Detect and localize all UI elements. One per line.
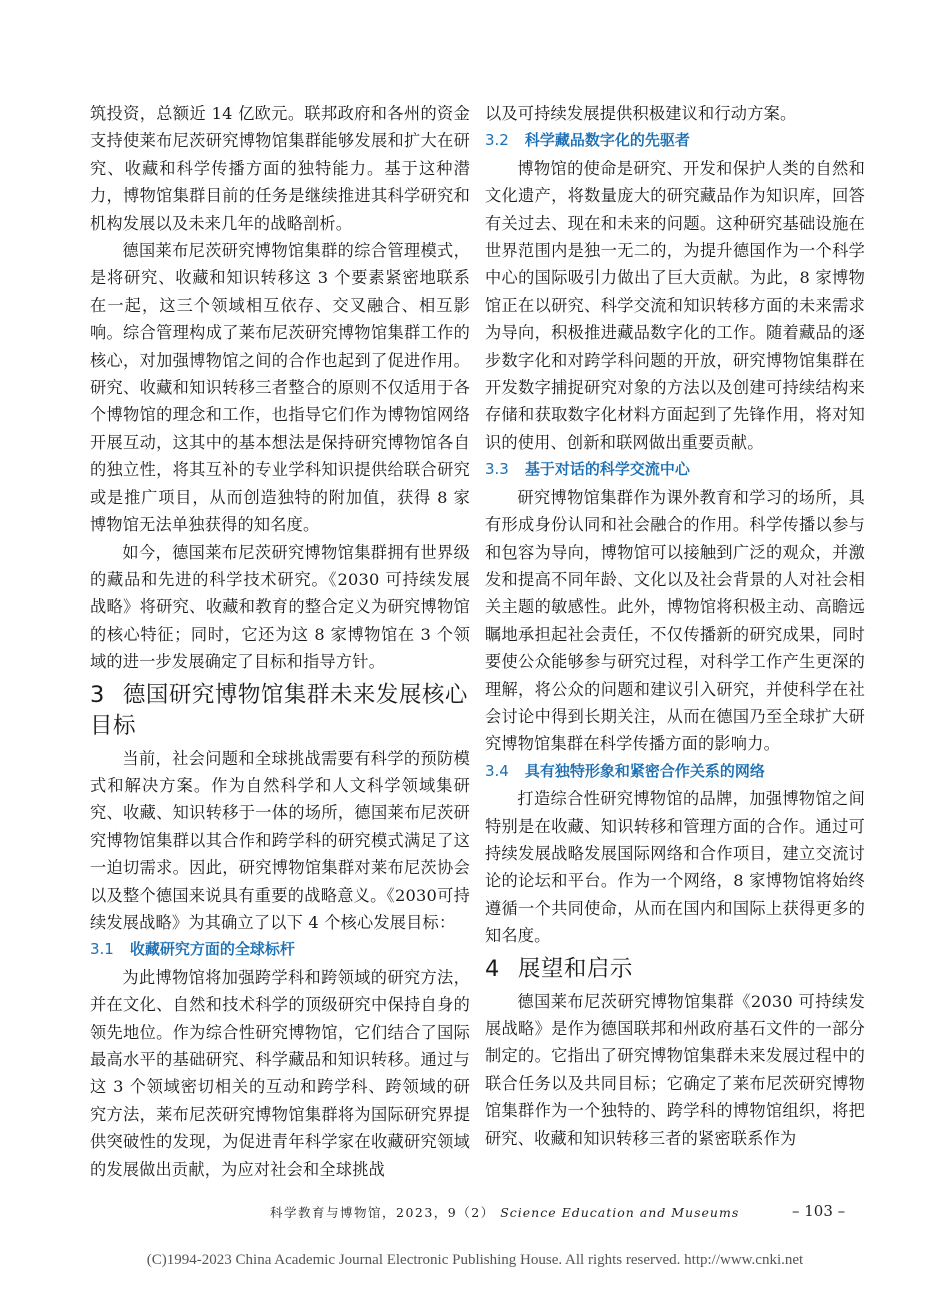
- section-title: 展望和启示: [517, 955, 633, 982]
- body-paragraph: 德国莱布尼茨研究博物馆集群《2030 可持续发展战略》是作为德国联邦和州政府基石文件的一部分制定的。它指出了研究博物馆集群未来发展过程中的联合任务以及共同目标；它确定了莱布尼茨研究博物馆集群作为一个独特的、跨学科的博物馆组织，将把研究、收藏和知识转移三者的紧密联系作为: [485, 991, 865, 1148]
- section-title: 德国研究博物馆集群未来发展核心目标: [90, 681, 468, 739]
- subsection-title: 基于对话的科学交流中心: [524, 460, 690, 479]
- journal-name-en: Science Education and Museums: [500, 1205, 740, 1220]
- subsection-heading-3-3: [485, 456, 865, 483]
- running-footer: [270, 1203, 739, 1221]
- left-column: [90, 100, 470, 1183]
- subsection-title: 具有独特形象和紧密合作关系的网络: [524, 761, 765, 780]
- body-paragraph: 当前，社会问题和全球挑战需要有科学的预防模式和解决方案。作为自然科学和人文科学领域集研究、收藏、知识转移于一体的场所，德国莱布尼茨研究博物馆集群以其合作和跨学科的研究模式满足了这一迫切需求。因此，研究博物馆集群对莱布尼茨协会以及整个德国来说具有重要的战略意义。《2030可持续发展战略》为其确立了以下 4 个核心发展目标：: [90, 748, 470, 932]
- body-paragraph: 德国莱布尼茨研究博物馆集群的综合管理模式，是将研究、收藏和知识转移这 3 个要素紧密地联系在一起，这三个领域相互依存、交叉融合、相互影响。综合管理构成了莱布尼茨研究博物馆集群工作的核心，对加强博物馆之间的合作也起到了促进作用。研究、收藏和知识转移三者整合的原则不仅适用于各个博物馆的理念和工作，也指导它们作为博物馆网络开展互动，这其中的基本想法是保持研究博物馆各自的独立性，将其互补的专业学科知识提供给联合研究或是推广项目，从而创造独特的附加值，获得 8 家博物馆无法单独获得的知名度。: [90, 241, 470, 535]
- page-number: – 103 –: [792, 1202, 846, 1220]
- subsection-number: 3.3: [485, 460, 509, 479]
- section-heading-4: [485, 954, 865, 985]
- subsection-heading-3-4: [485, 758, 865, 785]
- body-paragraph: 博物馆的使命是研究、开发和保护人类的自然和文化遗产，将数量庞大的研究藏品作为知识库，回答有关过去、现在和未来的问题。这种研究基础设施在世界范围内是独一无二的，为提升德国作为一个科学中心的国际吸引力做出了巨大贡献。为此，8 家博物馆正在以研究、科学交流和知识转移方面的未来需求为导向，积极推进藏品数字化的工作。随着藏品的逐步数字化和对跨学科问题的开放，研究博物馆集群在开发数字捕捉研究对象的方法以及创建可持续结构来存储和获取数字化材料方面起到了先锋作用，将对知识的使用、创新和联网做出重要贡献。: [485, 158, 865, 452]
- body-paragraph: 筑投资，总额近 14 亿欧元。联邦政府和各州的资金支持使莱布尼茨研究博物馆集群能够发展和扩大在研究、收藏和科学传播方面的独特能力。基于这种潜力，博物馆集群目前的任务是继续推进其科学研究和机构发展以及未来几年的战略剖析。: [90, 104, 470, 233]
- subsection-number: 3.1: [90, 940, 114, 959]
- right-column: [485, 100, 865, 1152]
- body-paragraph: 打造综合性研究博物馆的品牌，加强博物馆之间特别是在收藏、知识转移和管理方面的合作。通过可持续发展战略发展国际网络和合作项目，建立交流讨论的论坛和平台。作为一个网络，8 家博物馆将始终遵循一个共同使命，从而在国内和国际上获得更多的知名度。: [485, 789, 865, 946]
- copyright-notice: (C)1994-2023 China Academic Journal Electronic Publishing House. All rights reserved. http://www.cnki.net: [146, 1252, 804, 1268]
- subsection-title: 收藏研究方面的全球标杆: [129, 940, 295, 959]
- body-paragraph: 为此博物馆将加强跨学科和跨领域的研究方法，并在文化、自然和技术科学的顶级研究中保持自身的领先地位。作为综合性研究博物馆，它们结合了国际最高水平的基础研究、科学藏品和知识转移。通过与这 3 个领域密切相关的互动和跨学科、跨领域的研究方法，莱布尼茨研究博物馆集群将为国际研究界提供突破性的发现，为促进青年科学家在收藏研究领域的发展做出贡献，为应对社会和全球挑战: [90, 967, 470, 1179]
- subsection-heading-3-2: [485, 127, 865, 154]
- body-paragraph: 以及可持续发展提供积极建议和行动方案。: [485, 104, 797, 123]
- section-number: 4: [485, 955, 500, 982]
- section-heading-3: [90, 680, 470, 742]
- body-paragraph: 研究博物馆集群作为课外教育和学习的场所，具有形成身份认同和社会融合的作用。科学传播以参与和包容为导向，博物馆可以接触到广泛的观众，并激发和提高不同年龄、文化以及社会背景的人对社会相关主题的敏感性。此外，博物馆将积极主动、高瞻远瞩地承担起社会责任，不仅传播新的研究成果，同时要使公众能够参与研究过程，对科学工作产生更深的理解，将公众的问题和建议引入研究，并使科学在社会讨论中得到长期关注，从而在德国乃至全球扩大研究博物馆集群在科学传播方面的影响力。: [485, 487, 865, 754]
- subsection-heading-3-1: [90, 936, 470, 963]
- journal-name-cn: 科学教育与博物馆，2023，9（2）: [270, 1205, 495, 1220]
- subsection-number: 3.2: [485, 131, 509, 150]
- section-number: 3: [90, 681, 105, 708]
- subsection-number: 3.4: [485, 761, 509, 780]
- subsection-title: 科学藏品数字化的先驱者: [524, 131, 690, 150]
- body-paragraph: 如今，德国莱布尼茨研究博物馆集群拥有世界级的藏品和先进的科学技术研究。《2030 可持续发展战略》将研究、收藏和教育的整合定义为研究博物馆的核心特征；同时，它还为这 8 家博物馆在 3 个领域的进一步发展确定了目标和指导方针。: [90, 542, 470, 672]
